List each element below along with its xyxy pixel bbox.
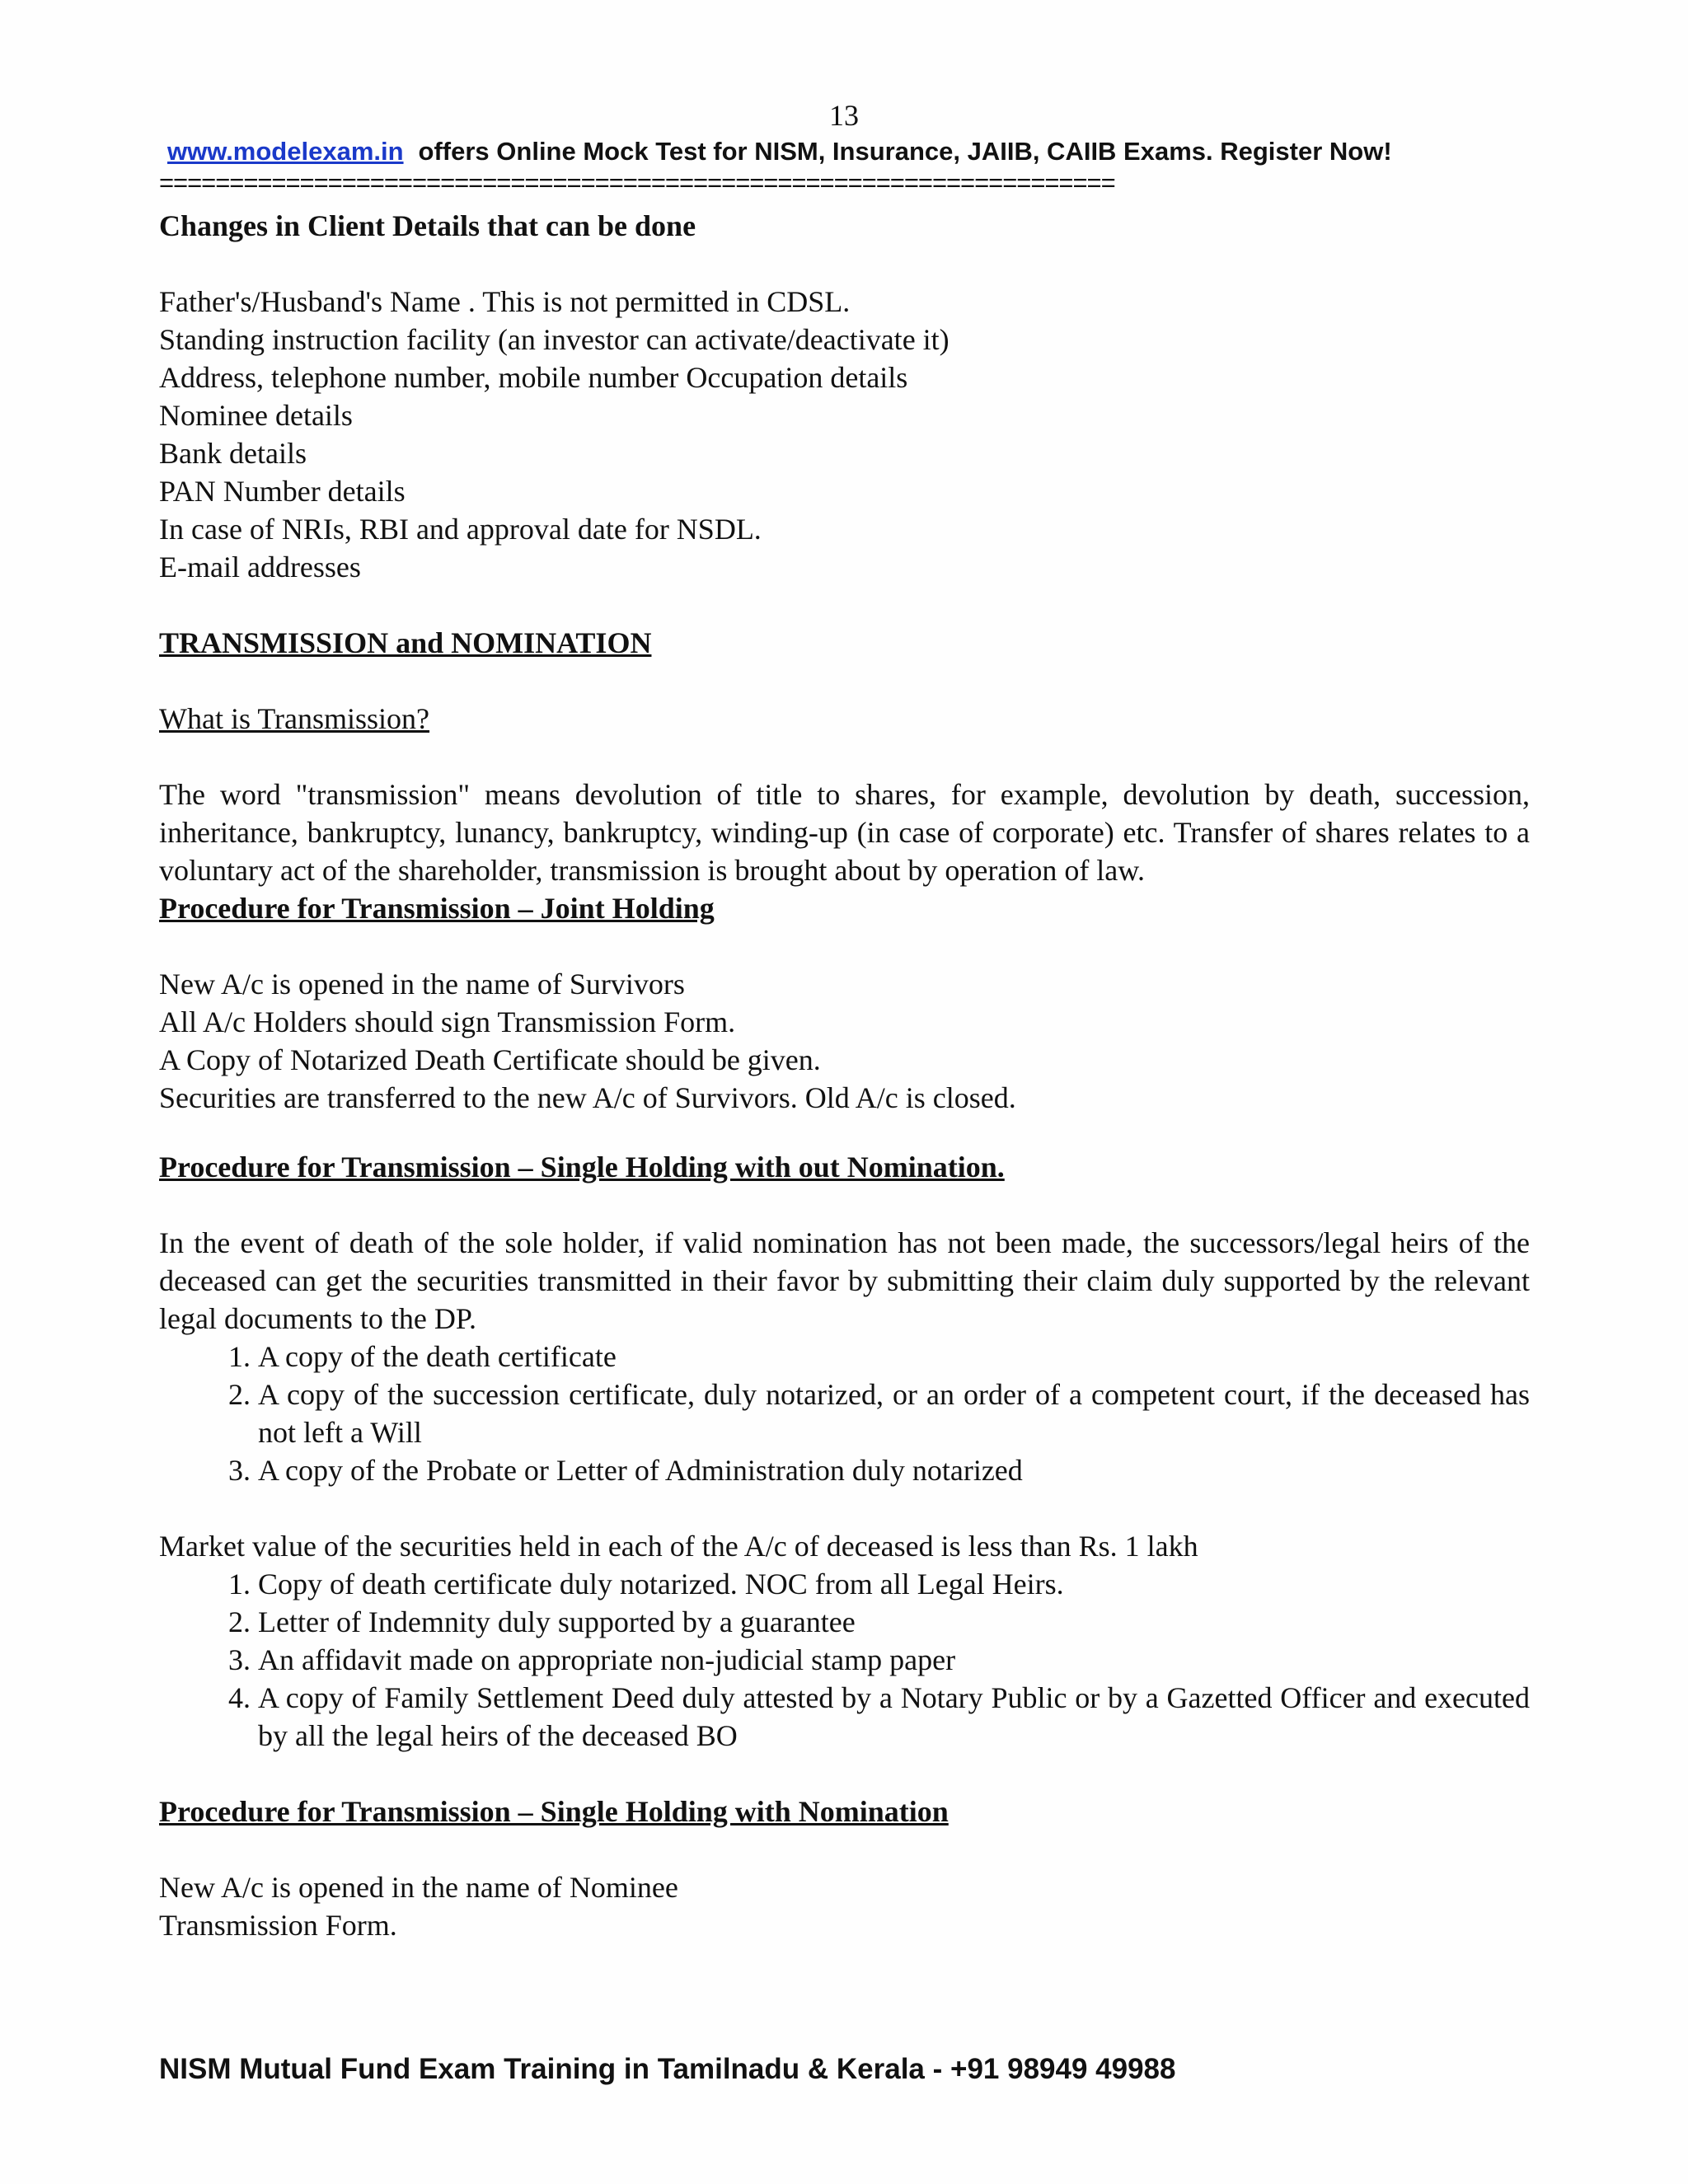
joint-holding-item: All A/c Holders should sign Transmission Form.: [159, 1005, 736, 1038]
client-change-item: Nominee details: [159, 399, 353, 432]
client-change-item: PAN Number details: [159, 475, 406, 508]
joint-holding-item: New A/c is opened in the name of Survivors: [159, 968, 685, 1001]
joint-holding-heading: Procedure for Transmission – Joint Holding: [159, 892, 715, 925]
list-item: 1. A copy of the death certificate: [258, 1338, 1530, 1376]
promo-banner: [167, 135, 1568, 168]
market-value-line: Market value of the securities held in each of the A/c of deceased is less than Rs. 1 lakh: [159, 1530, 1198, 1563]
list-item: 1. Copy of death certificate duly notarized. NOC from all Legal Heirs.: [258, 1565, 1530, 1603]
transmission-heading: TRANSMISSION and NOMINATION: [159, 626, 652, 659]
promo-text: offers Online Mock Test for NISM, Insurance, JAIIB, CAIIB Exams. Register Now!: [418, 137, 1392, 166]
single-with-item: Transmission Form.: [159, 1909, 397, 1942]
single-with-heading: Procedure for Transmission – Single Holding with Nomination: [159, 1795, 949, 1828]
list-item: 3. An affidavit made on appropriate non-judicial stamp paper: [258, 1641, 1530, 1679]
transmission-subheading: What is Transmission?: [159, 702, 430, 735]
client-change-item: Standing instruction facility (an investor can activate/deactivate it): [159, 323, 950, 356]
page-number: 13: [829, 99, 859, 132]
required-documents-list: [159, 1338, 1530, 1489]
separator-line: ====================================================================: [159, 168, 1115, 197]
footer-text: NISM Mutual Fund Exam Training in Tamilnadu & Kerala - +91 98949 49988: [159, 2053, 1176, 2085]
list-item: 3. A copy of the Probate or Letter of Administration duly notarized: [258, 1451, 1530, 1489]
list-item: 2. Letter of Indemnity duly supported by a guarantee: [258, 1603, 1530, 1641]
joint-holding-item: A Copy of Notarized Death Certificate should be given.: [159, 1043, 821, 1076]
list-item: 4. A copy of Family Settlement Deed duly attested by a Notary Public or by a Gazetted Officer and executed by all the legal heirs of the deceased BO: [258, 1679, 1530, 1755]
client-change-item: Address, telephone number, mobile number Occupation details: [159, 361, 908, 394]
single-with-item: New A/c is opened in the name of Nominee: [159, 1871, 678, 1904]
client-change-item: Father's/Husband's Name . This is not permitted in CDSL.: [159, 285, 851, 318]
client-changes-heading: Changes in Client Details that can be done: [159, 209, 696, 242]
single-without-heading: Procedure for Transmission – Single Holding with out Nomination.: [159, 1151, 1005, 1183]
client-change-item: E-mail addresses: [159, 551, 361, 583]
document-body: [159, 207, 1530, 1944]
list-item: 2. A copy of the succession certificate, duly notarized, or an order of a competent court, if the deceased has not left a Will: [258, 1376, 1530, 1451]
client-change-item: In case of NRIs, RBI and approval date for NSDL.: [159, 513, 762, 546]
single-without-paragraph: In the event of death of the sole holder, if valid nomination has not been made, the successors/legal heirs of the deceased can get the securities transmitted in their favor by submitting their claim duly supported by the relevant legal documents to the DP.: [159, 1226, 1530, 1335]
website-link[interactable]: www.modelexam.in: [167, 137, 404, 166]
client-change-item: Bank details: [159, 437, 307, 470]
market-value-list: [159, 1565, 1530, 1755]
joint-holding-item: Securities are transferred to the new A/c of Survivors. Old A/c is closed.: [159, 1081, 1016, 1114]
transmission-paragraph: The word "transmission" means devolution of title to shares, for example, devolution by death, succession, inheritance, bankruptcy, lunancy, bankruptcy, winding-up (in case of corporate) etc. Transfer of shares relates to a voluntary act of the shareholder, transmission is brought about by operation of law.: [159, 778, 1530, 887]
